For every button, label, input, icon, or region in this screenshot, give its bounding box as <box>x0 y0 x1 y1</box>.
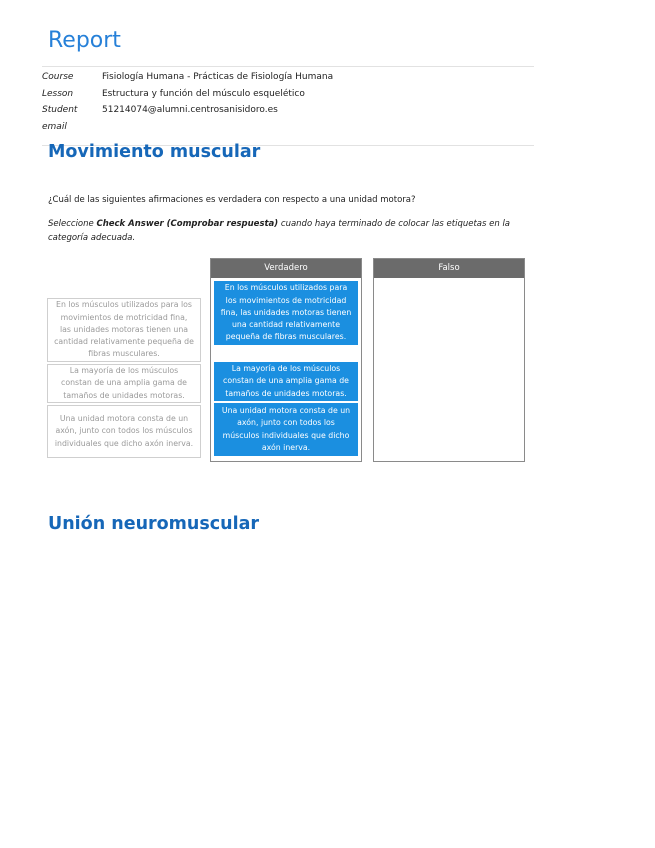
category-dropzone-verdadero[interactable] <box>211 278 361 456</box>
bank-label[interactable]: En los músculos utilizados para los movimientos de motricidad fina, las unidades motoras tienen una cantidad relativamente pequeña de fibras musculares. <box>47 298 201 362</box>
category-verdadero[interactable] <box>210 258 362 462</box>
bank-label[interactable]: Una unidad motora consta de un axón, junto con todos los músculos individuales que dicho axón inerva. <box>47 405 201 458</box>
meta-value: Estructura y función del músculo esquelético <box>102 88 305 99</box>
report-title: Report <box>48 28 121 53</box>
meta-value: 51214074@alumni.centrosanisidoro.es <box>102 105 278 115</box>
meta-label: Student email <box>42 105 78 132</box>
instruction-text <box>48 217 518 245</box>
instruction-pre: Seleccione <box>48 219 97 229</box>
label-bank <box>47 298 201 460</box>
meta-row-course <box>42 69 534 86</box>
category-falso[interactable] <box>373 258 525 462</box>
question-text: ¿Cuál de las siguientes afirmaciones es verdadera con respecto a una unidad motora? <box>48 195 416 205</box>
section-title-movimiento: Movimiento muscular <box>48 142 261 162</box>
category-dropzone-falso[interactable] <box>374 278 524 281</box>
meta-value: Fisiología Humana - Prácticas de Fisiología Humana <box>102 72 334 82</box>
instruction-bold: Check Answer (Comprobar respuesta) <box>96 219 279 229</box>
meta-label: Lesson <box>42 88 74 99</box>
instruction-post: cuando haya terminado de colocar las etiquetas en la categoría adecuada. <box>48 219 511 243</box>
placed-label[interactable]: En los músculos utilizados para los movimientos de motricidad fina, las unidades motoras tienen una cantidad relativamente pequeña de fibras musculares. <box>214 281 358 345</box>
section-title-union: Unión neuromuscular <box>48 514 260 534</box>
bank-label[interactable]: La mayoría de los músculos constan de una amplia gama de tamaños de unidades motoras. <box>47 364 201 403</box>
meta-label: Course <box>42 72 74 82</box>
meta-row-lesson <box>42 86 534 103</box>
category-header-falso: Falso <box>374 259 524 278</box>
report-meta <box>42 66 534 146</box>
category-header-verdadero: Verdadero <box>211 259 361 278</box>
placed-label[interactable]: Una unidad motora consta de un axón, junto con todos los músculos individuales que dicho axón inerva. <box>214 403 358 456</box>
meta-row-student-email <box>42 102 534 135</box>
placed-label[interactable]: La mayoría de los músculos constan de una amplia gama de tamaños de unidades motoras. <box>214 362 358 401</box>
